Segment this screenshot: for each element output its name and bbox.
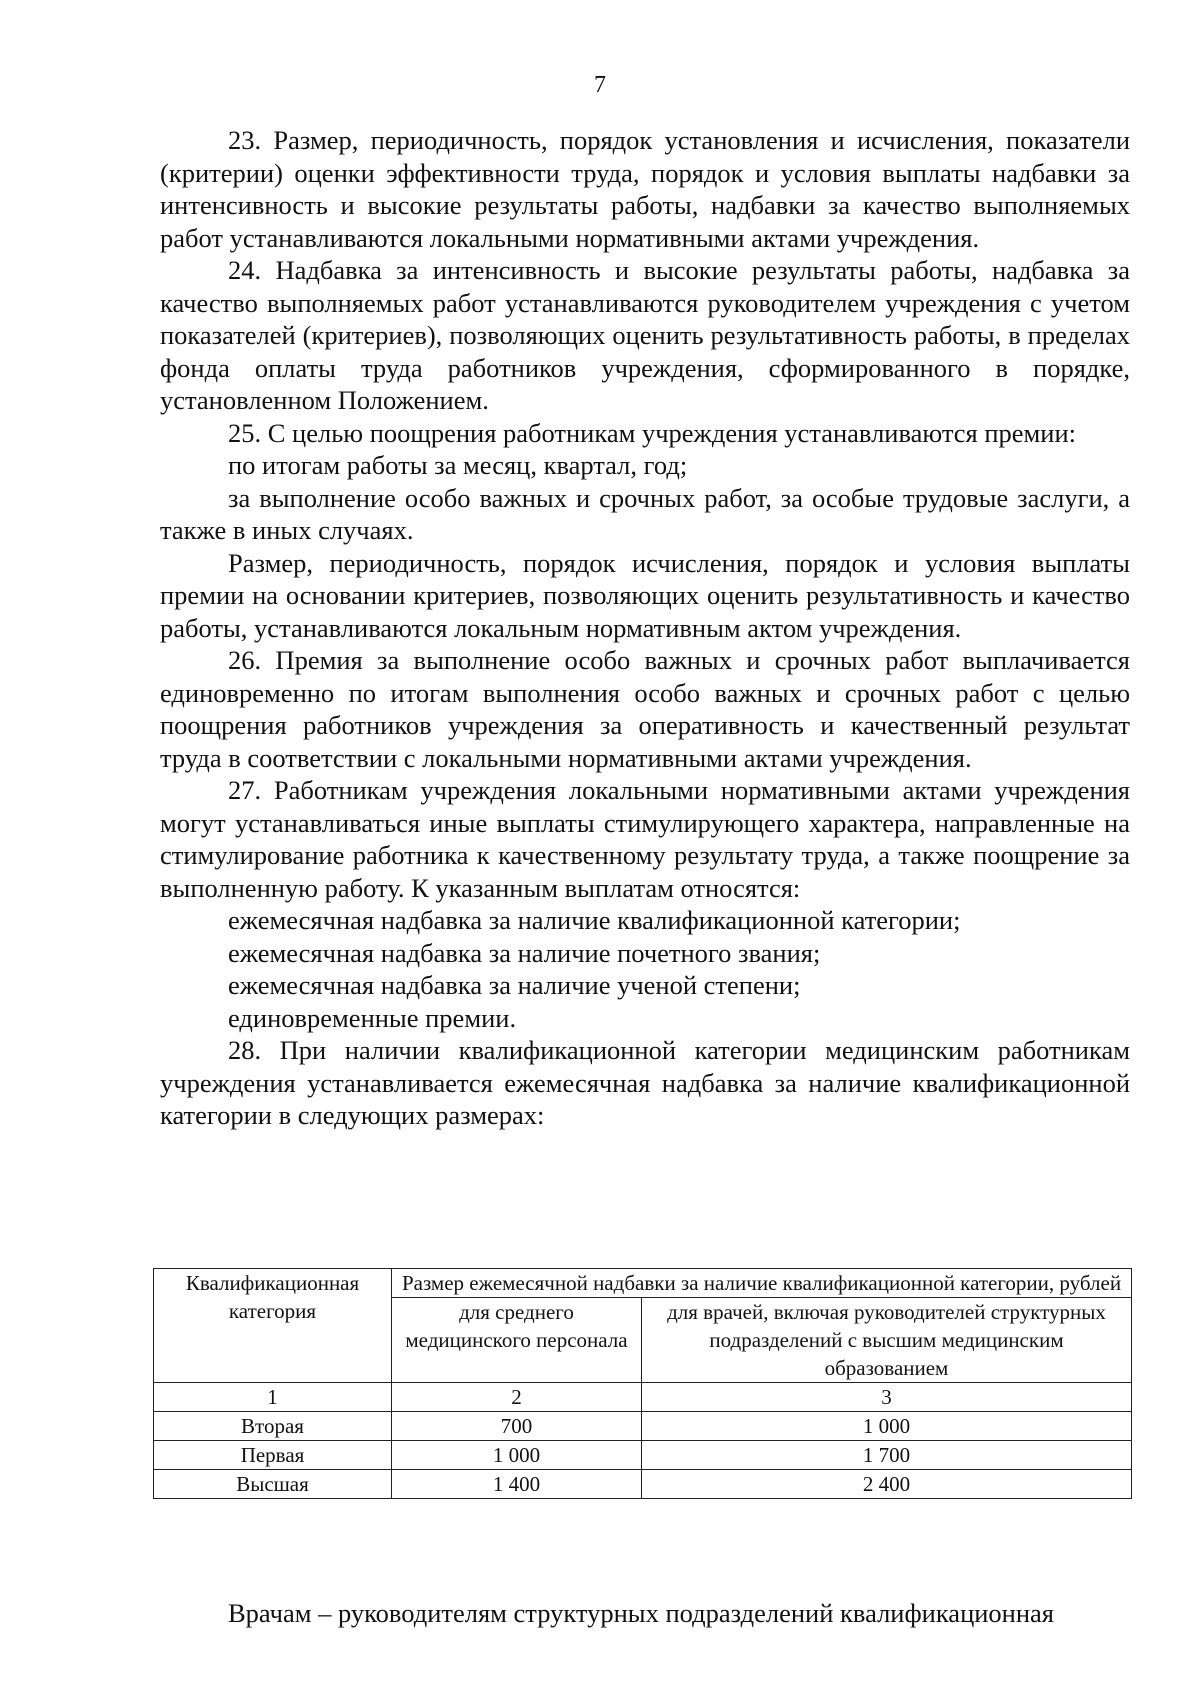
mid-staff-amount-cell: 1 400 (392, 1470, 642, 1499)
header-category: Квалификационная категория (154, 1269, 392, 1383)
header-mid-staff: для среднего медицинского персонала (392, 1298, 642, 1383)
header-amount: Размер ежемесячной надбавки за наличие квалификационной категории, рублей (392, 1269, 1132, 1298)
paragraph-25: 25. С целью поощрения работникам учреждения устанавливаются премии: (228, 417, 1077, 448)
table-row-column-numbers (154, 1383, 1132, 1412)
column-number: 3 (642, 1383, 1132, 1412)
page-number: 7 (594, 72, 606, 98)
list-item-honorary-title: ежемесячная надбавка за наличие почетного звания; (228, 937, 821, 968)
table-row (154, 1470, 1132, 1499)
mid-staff-amount-cell: 700 (392, 1412, 642, 1441)
table-row (154, 1412, 1132, 1441)
list-item-one-time-bonus: единовременные премии. (228, 1002, 517, 1033)
column-number: 1 (154, 1383, 392, 1412)
trailing-text: Врачам – руководителям структурных подразделений квалификационная (228, 1598, 1054, 1628)
paragraph-28: 28. При наличии квалификационной категории медицинским работникам учреждения устанавливается ежемесячная надбавка за наличие квалификационной категории в следующих размерах: (160, 1035, 1130, 1130)
list-item-qualification: ежемесячная надбавка за наличие квалификационной категории; (228, 905, 961, 935)
mid-staff-amount-cell: 1 000 (392, 1441, 642, 1470)
paragraph-26: 26. Премия за выполнение особо важных и срочных работ выплачивается единовременно по итогам выполнения особо важных и срочных работ с целью поощрения работников учреждения за оперативность и качественный результат труда в соответствии с локальными нормативными актами учреждения. (160, 645, 1130, 773)
column-number: 2 (392, 1383, 642, 1412)
trailing-paragraph (160, 1597, 1130, 1630)
paragraph-24: 24. Надбавка за интенсивность и высокие результаты работы, надбавка за качество выполняемых работ устанавливаются руководителем учреждения с учетом показателей (критериев), позволяющих оценить результативность работы, в пределах фонда оплаты труда работников учреждения, сформированного в порядке, установленном Положением. (160, 255, 1130, 415)
paragraph-27: 27. Работникам учреждения локальными нормативными актами учреждения могут устанавливаться иные выплаты стимулирующего характера, направленные на стимулирование работника к качественному результату труда, а также поощрение за выполненную работу. К указанным выплатам относятся: (160, 775, 1130, 903)
category-cell: Вторая (154, 1412, 392, 1441)
doctors-amount-cell: 1 700 (642, 1441, 1132, 1470)
doctors-amount-cell: 2 400 (642, 1470, 1132, 1499)
list-item-academic-degree: ежемесячная надбавка за наличие ученой степени; (228, 970, 801, 1000)
table-row (154, 1441, 1132, 1470)
paragraph-bonus-terms: Размер, периодичность, порядок исчисления, порядок и условия выплаты премии на основании критериев, позволяющих оценить результативность и качество работы, устанавливаются локальным нормативным актом учреждения. (160, 547, 1130, 643)
paragraph-23: 23. Размер, периодичность, порядок установления и исчисления, показатели (критерии) оценки эффективности труда, порядок и условия выплаты надбавки за интенсивность и высокие результаты работы, надбавки за качество выполняемых работ устанавливаются локальными нормативными актами учреждения. (160, 125, 1130, 253)
bonus-item-period: по итогам работы за месяц, квартал, год; (228, 450, 688, 480)
bonus-item-urgent: за выполнение особо важных и срочных работ, за особые трудовые заслуги, а также в иных случаях. (160, 482, 1130, 545)
qualification-allowance-table (153, 1268, 1132, 1499)
category-cell: Высшая (154, 1470, 392, 1499)
header-doctors: для врачей, включая руководителей структурных подразделений с высшим медицинским образованием (642, 1298, 1132, 1383)
document-body (160, 124, 1130, 1132)
category-cell: Первая (154, 1441, 392, 1470)
qualification-table-wrap (153, 1268, 1131, 1499)
doctors-amount-cell: 1 000 (642, 1412, 1132, 1441)
